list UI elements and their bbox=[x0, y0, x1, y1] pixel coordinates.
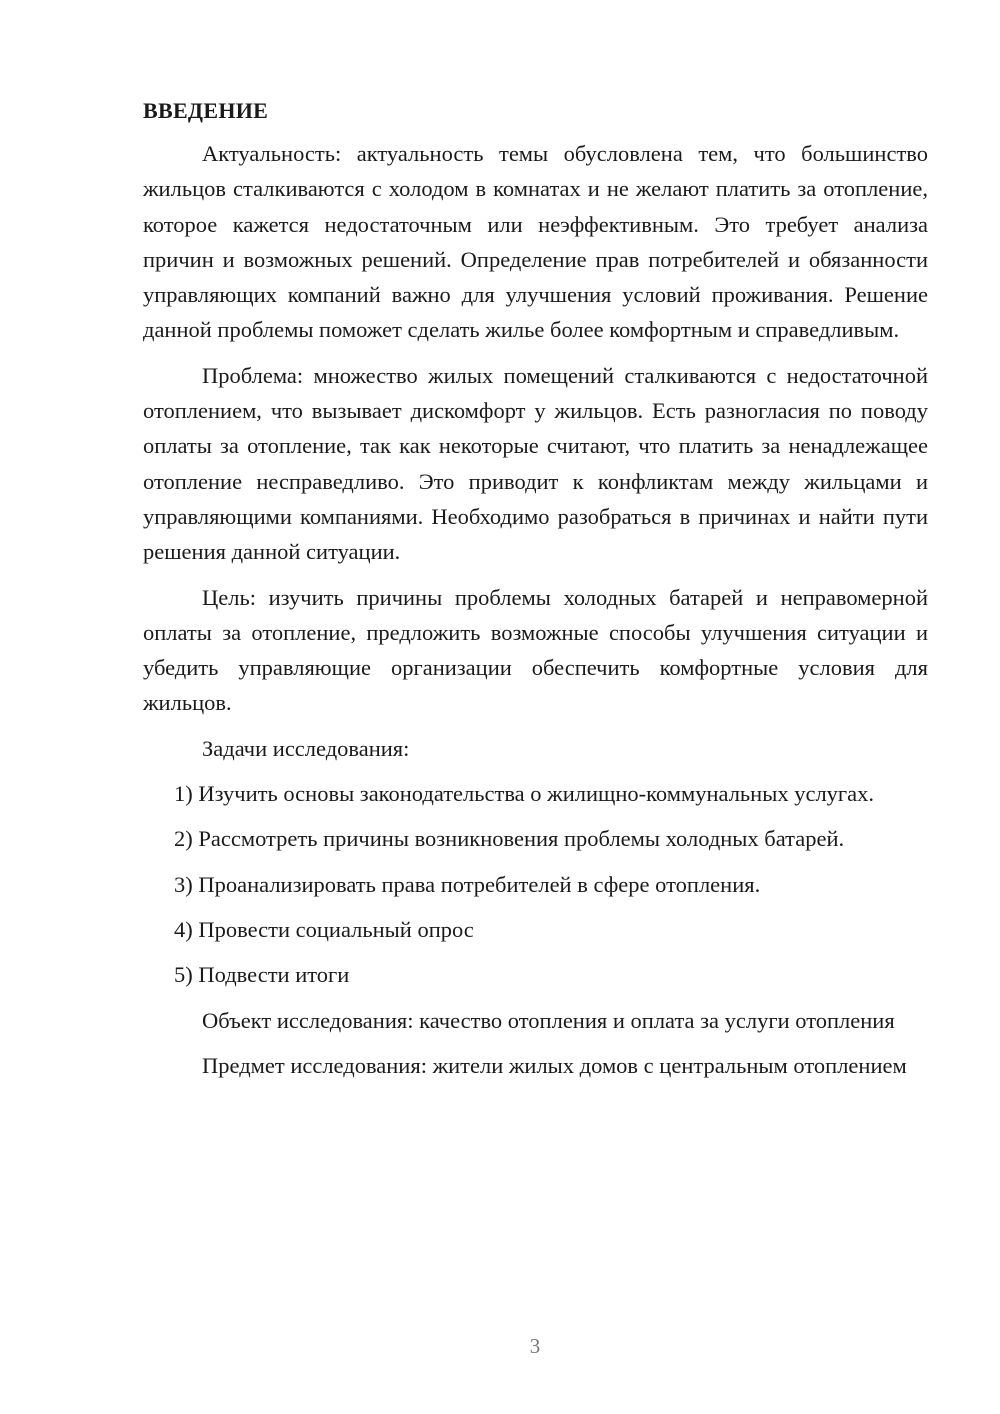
paragraph-object: Объект исследования: качество отопления и оплата за услуги отопления bbox=[202, 1007, 895, 1033]
task-item: 5) Подвести итоги bbox=[174, 962, 350, 988]
paragraph-subject: Предмет исследования: жители жилых домов с центральным отоплением bbox=[202, 1052, 907, 1078]
page-number: 3 bbox=[529, 1334, 541, 1358]
task-item: 1) Изучить основы законодательства о жилищно-коммунальных услугах. bbox=[174, 781, 875, 807]
document-body bbox=[143, 96, 928, 1093]
tasks-heading: Задачи исследования: bbox=[202, 735, 410, 761]
paragraph-relevance: Актуальность: актуальность темы обусловлена тем, что большинство жильцов сталкиваются с холодом в комнатах и не желают платить за отопление, которое кажется недостаточным или неэффективным. Это требует анализа причин и возможных решений. Определение прав потребителей и обязанности управляющих компаний важно для улучшения условий проживания. Решение данной проблемы поможет сделать жилье более комфортным и справедливым. bbox=[143, 141, 928, 343]
paragraph-problem: Проблема: множество жилых помещений сталкиваются с недостаточной отоплением, что вызывает дискомфорт у жильцов. Есть разногласия по поводу оплаты за отопление, так как некоторые считают, что платить за ненадлежащее отопление несправедливо. Это приводит к конфликтам между жильцами и управляющими компаниями. Необходимо разобраться в причинах и найти пути решения данной ситуации. bbox=[143, 362, 928, 565]
task-item: 3) Проанализировать права потребителей в сфере отопления. bbox=[174, 871, 761, 897]
task-item: 4) Провести социальный опрос bbox=[174, 916, 474, 942]
task-item: 2) Рассмотреть причины возникновения проблемы холодных батарей. bbox=[174, 826, 845, 852]
section-title: ВВЕДЕНИЕ bbox=[143, 98, 269, 123]
paragraph-goal: Цель: изучить причины проблемы холодных батарей и неправомерной оплаты за отопление, предложить возможные способы улучшения ситуации и убедить управляющие организации обеспечить комфортные условия для жильцов. bbox=[143, 584, 928, 716]
